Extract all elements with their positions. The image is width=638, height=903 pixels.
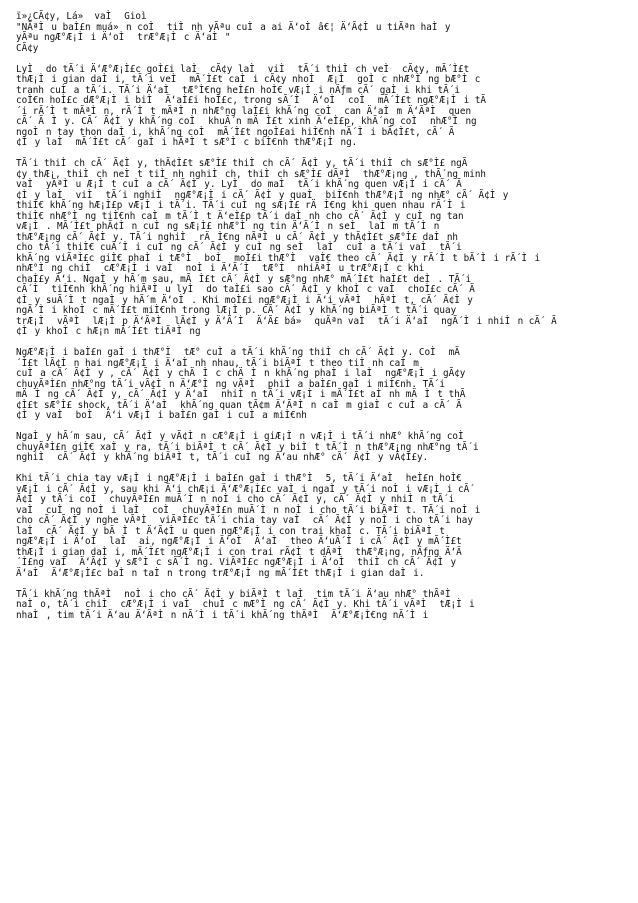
text-line: Ä‘aÌ Ä‘Æ°Æ¡Ì£c baÌn taÌn trong trÆ°Æ¡Ìng mÃ´Ì£t thÆ¡Ìi gian daÌi. — [16, 567, 425, 579]
text-line: ¢y thÆ¡, thiÌch neÌt tiÌnh nghiÌch, thiÌch sÆ°Ì£ dÃªÌ thÆ°Æ¡ng , thÃ´ng minh — [16, 168, 487, 180]
paragraph — [16, 159, 622, 338]
paragraph — [16, 65, 622, 149]
text-line: chaÌ£y Ä‘i. NgaÌy hÃ´m sau, mÃÌ£t cÃ´ Ã¢Ìy sÆ°ng nhÆ° mÃ´Ì£t haÌ£t deÌ. TÃ´i — [16, 273, 472, 285]
text-line: "NÃªÌu baÌ£n muá»n coÌ tiÌnh yÃªu cuÌa ai Ä‘oÌâ€¦ Ä‘Ã¢Ìu tiÃªn haÌy — [16, 21, 451, 33]
text-line: LyÌ do tÃ´i Ä‘Æ°Æ¡Ì£c goÌ£i laÌ cÃ¢y laÌ viÌ tÃ´i thiÌch veÌ cÃ¢y, mÃ´Ì£t — [16, 63, 470, 75]
text-line: ¢Ìy suÃ´Ìt ngaÌy hÃ´m Ä‘oÌ. Khi moÌ£i ngÆ°Æ¡Ìi Ä‘i vÃªÌ hÃªÌt, cÃ´ Ã¢Ìy — [16, 294, 473, 306]
text-line: laÌ cÃ´ Ã¢Ìy bÃÌt Ä‘Ã¢Ìu quen ngÆ°Æ¡Ìi con trai khaÌc. TÃ´i biÃªÌt — [16, 525, 445, 537]
paragraph — [16, 12, 622, 54]
text-line: tranh cuÌa tÃ´i. TÃ´i Ä‘aÌ tÆ°Ì€ng heÌ£n hoÌ€ vÆ¡Ìi nÄƒm cÃ´ gaÌi khi tÃ´i — [16, 84, 460, 96]
paragraph — [16, 348, 622, 422]
text-line: thÆ°Æ¡ng cÃ´ Ã¢Ìy. TÃ´i nghiÌ rÄÌ€ng nÃªÌu cÃ´ Ã¢Ìy thÃ¢Ì£t sÆ°Ì£ daÌnh — [16, 231, 459, 243]
text-line: khÃ´ng viÃªÌ£c giÌ€ phaÌi tÆ°Ì boÌ moÌ£i thÆ°Ì vaÌ€ theo cÃ´ Ã¢Ìy rÃ´Ìt bÃ´Ìi rÃ´Ìi — [16, 252, 541, 264]
text-line: vÆ¡Ìi cÃ´ Ã¢Ìy, sau khi Ä‘i chÆ¡i Ä‘Æ°Æ¡Ì£c vaÌi ngaÌy tÃ´i noÌi vÆ¡Ìi cÃ´ — [16, 483, 475, 495]
document-body — [16, 12, 622, 621]
text-line: ¢Ìy laÌ viÌ tÃ´i nghiÌ ngÆ°Æ¡Ìi cÃ´ Ã¢Ìy quaÌ biÌ€nh thÆ°Æ¡Ìng nhÆ° cÃ´ Ã¢Ìy — [16, 189, 509, 201]
text-line: vaÌ cuÌng noÌi laÌ coÌ chuyÃªÌ£n muÃ´Ìn noÌi cho tÃ´i biÃªÌt. TÃ´i noÌi — [16, 504, 481, 516]
paragraph — [16, 474, 622, 579]
text-line: ´i rÃ´Ìt mÃªÌn, rÃ´Ìt mÃªÌn nhÆ°ng laÌ£i khÃ´ng coÌ can Ä‘aÌm Ä‘ÃªÌ quen — [16, 105, 472, 117]
text-line: Khi tÃ´i chia tay vÆ¡Ìi ngÆ°Æ¡Ìi baÌ£n gaÌi thÆ°Ì 5, tÃ´i Ä‘aÌ heÌ£n hoÌ€ — [16, 473, 462, 484]
text-line: ¢Ìy khoÌc hÆ¡n mÃ´Ì£t tiÃªÌng — [16, 326, 201, 337]
text-line: thiÌ€ khÃ´ng hÆ¡Ì£p vÆ¡Ìi tÃ´i. TÃ´i cuÌng sÆ¡Ì£ rÄÌ€ng khi quen nhau rÃ´Ìi — [16, 200, 466, 211]
text-line: yÃªu ngÆ°Æ¡Ìi Ä‘oÌ trÆ°Æ¡Ìc Ä‘aÌ" — [16, 32, 231, 43]
text-line: Ã¢Ìy tÃ´i coÌ chuyÃªÌ£n muÃ´Ìn noÌi cho cÃ´ Ã¢Ìy, cÃ´ Ã¢Ìy nhiÌn tÃ´i — [16, 494, 455, 505]
text-line: vaÌ yÃªÌu Æ¡Ìt cuÌa cÃ´ Ã¢Ìy. LyÌ do maÌ tÃ´i khÃ´ng quen vÆ¡Ìi cÃ´ Ã — [16, 179, 462, 190]
text-line: cÃ´ ÃÌy. CÃ´ Ã¢Ìy khÃ´ng coÌ khuÃ´n mÄÌ£t xinh Ä‘eÌ£p, khÃ´ng coÌ nhÆ°Ìng — [16, 116, 477, 127]
text-line: thÆ¡Ìi gian daÌi, mÃ´Ì£t ngÆ°Æ¡Ìi con trai rÃ¢Ìt dÃªÌ thÆ°Æ¡ng, nÄƒng Ä‘Ã — [16, 546, 462, 558]
text-line: cho tÃ´i thiÌ€ cuÃ´Ìi cuÌng cÃ´ Ã¢Ìy cuÌng seÌ laÌ cuÌa tÃ´i vaÌ tÃ´i — [16, 242, 462, 253]
paragraph — [16, 432, 622, 464]
text-line: thÆ¡Ìi gian daÌi, tÃ´i veÌ mÃ´Ì£t caÌi cÃ¢y nhoÌ Æ¡Ì goÌc nhÆ°Ìng bÆ°Ìc — [16, 74, 481, 85]
text-line: nghiÌ cÃ´ Ã¢Ìy khÃ´ng biÃªÌt, tÃ´i cuÌng Ä‘au nhÆ° cÃ´ Ã¢Ìy vÃ¢Ì£y. — [16, 452, 429, 463]
text-line: NgÆ°Æ¡Ìi baÌ£n gaÌi thÆ°Ì tÆ° cuÌa tÃ´i khÃ´ng thiÌch cÃ´ Ã¢Ìy. CoÌ mÃ — [16, 347, 460, 358]
text-line: chuyÃªÌ£n nhÆ°ng tÃ´i vÃ¢Ìn Ä‘Æ°Ìng vÃªÌ phiÌa baÌ£n gaÌi miÌ€nh. TÃ´i — [16, 378, 445, 390]
text-line: TÃ´i khÃ´ng thÃªÌ noÌi cho cÃ´ Ã¢Ìy biÃªÌt laÌ tim tÃ´i Ä‘au nhÆ° thÃªÌ — [16, 588, 459, 600]
text-line: ¢Ì£t sÆ°Ì£ shock, tÃ´i Ä‘aÌ khÃ´ng quan tÃ¢m Ä‘ÃªÌn caÌm giaÌc cuÌa cÃ´ Ã — [16, 399, 462, 411]
text-line: ï»¿CÃ¢y, Lá» vaÌ Gioì — [16, 11, 155, 22]
text-line: ngoÌn tay thon daÌi, khÃ´ng coÌ mÃ´Ì£t ngoÌ£ai hiÌ€nh nÃ´Ìi bÃ¢Ì£t, cÃ´ Ã — [16, 126, 455, 138]
text-line: mÄÌng cÃ´ Ã¢Ìy, cÃ´ Ã¢Ìy Ä‘aÌ nhiÌn tÃ´i vÆ¡Ìi mÃ´Ì£t aÌnh mÄÌt thÃ — [16, 389, 466, 400]
text-line: naÌo, tÃ´i chiÌ cÆ°Æ¡Ìi vaÌ chuÌc mÆ°Ìng cÃ´ Ã¢Ìy. Khi tÃ´i vÃªÌ tÆ¡Ìi — [16, 599, 475, 610]
text-line: ¢Ìy vaÌ boÌ Ä‘i vÆ¡Ìi baÌ£n gaÌi cuÌa miÌ€nh — [16, 410, 307, 421]
text-line: cho cÃ´ Ã¢Ìy nghe vÃªÌ viÃªÌ£c tÃ´i chia tay vaÌ cÃ´ Ã¢Ìy noÌi cho tÃ´i hay — [16, 515, 473, 526]
text-line: TÃ´i thiÌch cÃ´ Ã¢Ìy, thÃ¢Ì£t sÆ°Ì£ thiÌch cÃ´ Ã¢Ìy, tÃ´i thiÌch sÆ°Ì£ ngÃ — [16, 158, 468, 169]
text-line: ngÆ°Æ¡Ìi Ä‘oÌ laÌ ai, ngÆ°Æ¡Ìi Ä‘oÌ Ä‘aÌ theo Ä‘uÃ´Ìi cÃ´ Ã¢Ìy mÃ´Ì£t — [16, 536, 462, 547]
text-line: vÆ¡Ì. MÃ´Ì£t phÃ¢Ìn cuÌng sÆ¡Ì£ nhÆ°Ìng tin Ä‘Ã´Ìn seÌ laÌm tÃ´Ìn — [16, 221, 440, 232]
text-line: nhaÌ, tim tÃ´i Ä‘au Ä‘ÃªÌn nÃ´Ìi tÃ´i khÃ´ng thÃªÌ Ä‘Æ°Æ¡Ì€ng nÃ´Ìi — [16, 609, 429, 621]
text-line: coÌ€n hoÌ£c dÆ°Æ¡Ìi biÌ Ä‘aÌ£i hoÌ£c, trong sÃ´Ì Ä‘oÌ coÌ mÃ´Ì£t ngÆ°Æ¡Ìi tÃ — [16, 95, 487, 106]
text-line: ¢Ìy laÌ mÃ´Ì£t cÃ´ gaÌi hÃªÌt sÆ°Ìc biÌ€nh thÆ°Æ¡Ìng. — [16, 137, 358, 148]
text-line: thiÌ€ nhÆ°Ìng tiÌ€nh caÌm tÃ´Ìt Ä‘eÌ£p tÃ´i daÌnh cho cÃ´ Ã¢Ìy cuÌng tan — [16, 210, 464, 222]
text-line: nhÆ°Ìng chiÌ cÆ°Æ¡Ìi vaÌ noÌi Ä‘Ã´Ì tÆ°Ì nhiÃªÌu trÆ°Æ¡Ìc khi — [16, 263, 425, 274]
text-line: ´Ì£ng vaÌ Ä‘Ã¢Ìy sÆ°Ìc sÃ´Ìng. ViÃªÌ£c ngÆ°Æ¡Ìi Ä‘oÌ thiÌch cÃ´ Ã¢Ìy — [16, 557, 457, 568]
paragraph — [16, 590, 622, 622]
text-line: ngÃ´Ìi khoÌc mÃ´Ì£t miÌ€nh trong lÆ¡Ìp. CÃ´ Ã¢Ìy khÃ´ng biÃªÌt tÃ´i quay — [16, 305, 457, 316]
text-line: trÆ¡Ì vÃªÌ lÆ¡Ìp Ä‘ÃªÌ lÃ¢Ìy Ä‘Ã´Ì Ä‘Ã£ bá» quÃªn vaÌ tÃ´i Ä‘aÌ ngÃ´Ìi nhiÌn cÃ´ Ã — [16, 315, 557, 327]
text-line: NgaÌy hÃ´m sau, cÃ´ Ã¢Ìy vÃ¢Ìn cÆ°Æ¡Ìi giÆ¡Ìn vÆ¡Ìi tÃ´i nhÆ° khÃ´ng coÌ — [16, 431, 472, 442]
text-line: cuÌa cÃ´ Ã¢Ìy , cÃ´ Ã¢Ìy chÄÌc chÄÌn khÃ´ng phaÌi laÌ ngÆ°Æ¡Ìi gÃ¢y — [16, 368, 466, 379]
text-line: ´Ì£t lÃ¢Ìn hai ngÆ°Æ¡Ìi Ä‘aÌnh nhau, tÃ´i biÃªÌt theo tiÌnh caÌm — [16, 357, 419, 369]
paragraph-gap — [16, 54, 622, 65]
text-line: CÃ¢y — [16, 42, 39, 54]
text-line: cÃ´Ì tiÌ€nh khÃ´ng hiÃªÌu lyÌ do taÌ£i sao cÃ´ Ã¢Ìy khoÌc vaÌ choÌ£c cÃ´ Ã — [16, 284, 475, 295]
text-line: chuyÃªÌ£n giÌ€ xaÌy ra, tÃ´i biÃªÌt cÃ´ Ã¢Ìy biÌt tÃ´Ìn thÆ°Æ¡ng nhÆ°ng tÃ´i — [16, 441, 479, 453]
paragraph-gap — [16, 579, 622, 590]
